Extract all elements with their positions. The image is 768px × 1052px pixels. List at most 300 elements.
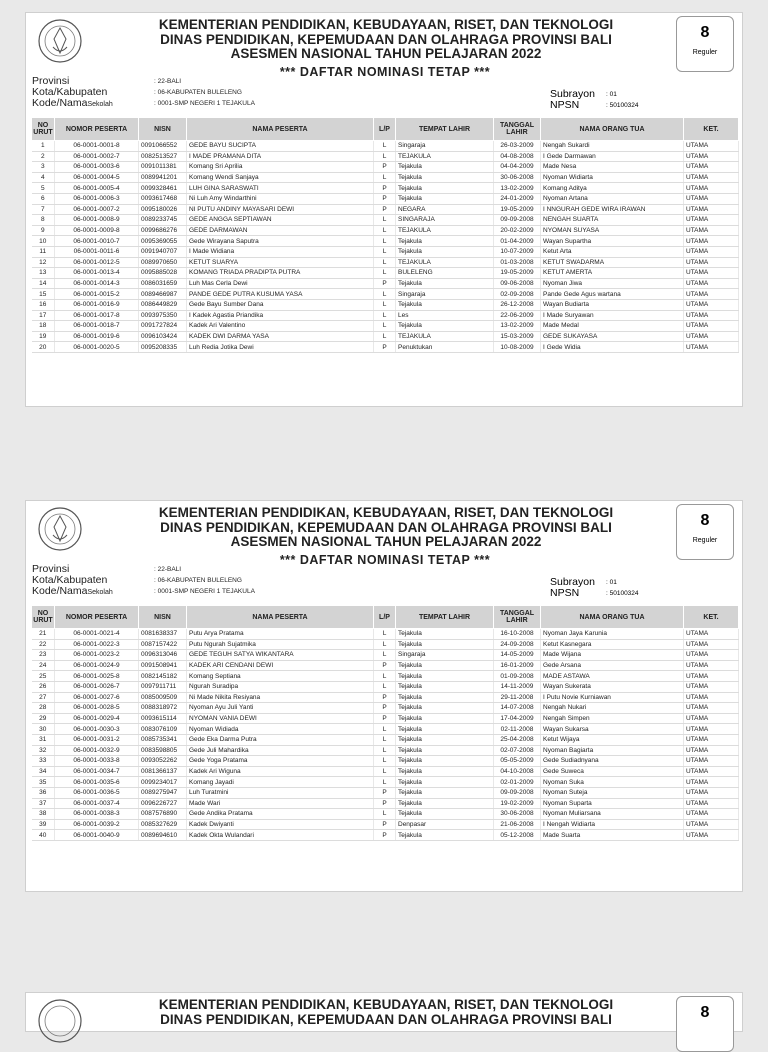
kota-label: Kota/Kabupaten (32, 574, 108, 586)
table-cell: 06-0001-0024-9 (55, 660, 139, 671)
table-cell: L (374, 724, 396, 735)
table-cell: 06-0001-0025-8 (55, 671, 139, 682)
table-cell: 14-11-2009 (494, 681, 541, 692)
table-cell: P (374, 193, 396, 204)
table-cell: KADEK DWI DARMA YASA (187, 331, 374, 342)
table-cell: UTAMA (684, 183, 739, 194)
table-cell: Denpasar (396, 819, 494, 830)
table-cell: 02-07-2008 (494, 745, 541, 756)
table-cell: UTAMA (684, 172, 739, 183)
table-cell: KADEK ARI CENDANI DEWI (187, 660, 374, 671)
table-cell: UTAMA (684, 766, 739, 777)
table-cell: Made Suarta (541, 830, 684, 841)
table-cell: Gede Arsana (541, 660, 684, 671)
table-cell: Nyoman Widiada (187, 724, 374, 735)
table-cell: 2 (32, 151, 55, 162)
table-cell: 39 (32, 819, 55, 830)
table-cell: 06-0001-0029-4 (55, 713, 139, 724)
table-cell: UTAMA (684, 745, 739, 756)
table-cell: 11 (32, 246, 55, 257)
room-badge (676, 996, 734, 1052)
table-row (32, 193, 739, 204)
table-cell: BULELENG (396, 268, 494, 279)
table-cell: Komang Aditya (541, 183, 684, 194)
table-cell: 06-0001-0039-2 (55, 819, 139, 830)
table-cell: Tejakula (396, 692, 494, 703)
table-cell: Gede Bayu Sumber Dana (187, 299, 374, 310)
table-cell: Gede Suweca (541, 766, 684, 777)
table-cell: UTAMA (684, 257, 739, 268)
table-row (32, 331, 739, 342)
table-header-row (32, 606, 739, 629)
table-cell: Gede Andika Pratama (187, 809, 374, 820)
header-ministry: KEMENTERIAN PENDIDIKAN, KEBUDAYAAN, RISET, DAN TEKNOLOGI (158, 997, 614, 1012)
table-cell: Nengah Sukardi (541, 141, 684, 152)
table-cell: Kadek Dwiyanti (187, 819, 374, 830)
table-cell: 0089970650 (139, 257, 187, 268)
npsn-label: NPSN (550, 99, 580, 111)
table-cell: Made Medal (541, 321, 684, 332)
table-cell: 0082513527 (139, 151, 187, 162)
table-cell: L (374, 215, 396, 226)
table-cell: Nengah Nukari (541, 703, 684, 714)
kota-value: : 06-KABUPATEN BULELENG (154, 577, 242, 584)
table-cell: 19-02-2009 (494, 798, 541, 809)
table-cell: UTAMA (684, 809, 739, 820)
col-ket: KET. (684, 118, 739, 141)
table-cell: 1 (32, 141, 55, 152)
tut-wuri-handayani-logo-icon (36, 505, 84, 553)
table-cell: Gede Eka Darma Putra (187, 734, 374, 745)
table-cell: Made Nesa (541, 162, 684, 173)
npsn-label: NPSN (550, 587, 580, 599)
table-cell: Wayan Budiarta (541, 299, 684, 310)
provinsi-label: Provinsi (32, 75, 70, 87)
table-cell: 20 (32, 342, 55, 353)
table-row (32, 289, 739, 300)
tut-wuri-handayani-logo-icon (36, 17, 84, 65)
table-cell: 10 (32, 236, 55, 247)
table-row (32, 172, 739, 183)
table-cell: L (374, 745, 396, 756)
nominee-table-2 (31, 605, 739, 841)
table-cell: GEDE BAYU SUCIPTA (187, 141, 374, 152)
table-cell: L (374, 331, 396, 342)
table-cell: 0091011381 (139, 162, 187, 173)
table-cell: UTAMA (684, 703, 739, 714)
header-dinas: DINAS PENDIDIKAN, KEPEMUDAAN DAN OLAHRAGA PROVINSI BALI (160, 520, 612, 535)
table-cell: L (374, 671, 396, 682)
table-cell: 18 (32, 321, 55, 332)
table-cell: GEDE DARMAWAN (187, 225, 374, 236)
table-cell: 0095369055 (139, 236, 187, 247)
table-cell: 3 (32, 162, 55, 173)
table-cell: L (374, 681, 396, 692)
table-cell: 01-09-2008 (494, 671, 541, 682)
table-cell: L (374, 310, 396, 321)
tut-wuri-handayani-logo-icon (36, 997, 84, 1045)
table-cell: Komang Septiana (187, 671, 374, 682)
table-cell: 32 (32, 745, 55, 756)
table-cell: I MADE PRAMANA DITA (187, 151, 374, 162)
table-cell: 22-06-2009 (494, 310, 541, 321)
table-cell: L (374, 289, 396, 300)
table-cell: 0093975350 (139, 310, 187, 321)
table-cell: P (374, 278, 396, 289)
table-cell: 06-0001-0035-6 (55, 777, 139, 788)
table-cell: TEJAKULA (396, 331, 494, 342)
table-cell: L (374, 629, 396, 640)
table-cell: 10-08-2009 (494, 342, 541, 353)
col-tempat-lahir: TEMPAT LAHIR (396, 118, 494, 141)
school-meta (32, 564, 255, 598)
table-cell: 37 (32, 798, 55, 809)
table-cell: 0091066552 (139, 141, 187, 152)
table-cell: Nyoman Jaya Karunia (541, 629, 684, 640)
list-title: *** DAFTAR NOMINASI TETAP *** (279, 65, 491, 79)
table-cell: Tejakula (396, 172, 494, 183)
table-cell: 0083076109 (139, 724, 187, 735)
table-row (32, 734, 739, 745)
table-header-row (32, 118, 739, 141)
table-cell: TEJAKULA (396, 225, 494, 236)
table-cell: L (374, 639, 396, 650)
table-cell: 06-0001-0037-4 (55, 798, 139, 809)
table-cell: Tejakula (396, 766, 494, 777)
table-row (32, 692, 739, 703)
table-cell: 0096313046 (139, 650, 187, 661)
table-cell: 0091940707 (139, 246, 187, 257)
table-cell: 30-06-2008 (494, 172, 541, 183)
table-cell: UTAMA (684, 215, 739, 226)
table-cell: UTAMA (684, 629, 739, 640)
table-cell: 24-01-2009 (494, 193, 541, 204)
table-cell: L (374, 809, 396, 820)
col-no-urut: NO URUT (32, 118, 55, 141)
table-cell: 0085009509 (139, 692, 187, 703)
table-cell: 0099328461 (139, 183, 187, 194)
table-cell: 0096103424 (139, 331, 187, 342)
table-cell: Made Wari (187, 798, 374, 809)
table-cell: 29-11-2008 (494, 692, 541, 703)
table-cell: 06-0001-0015-2 (55, 289, 139, 300)
table-cell: L (374, 151, 396, 162)
table-cell: Putu Arya Pratama (187, 629, 374, 640)
table-cell: 0095885028 (139, 268, 187, 279)
kode-label: Kode/Nama (32, 585, 88, 597)
table-cell: 8 (32, 215, 55, 226)
col-nisn: NISN (139, 606, 187, 629)
table-cell: P (374, 713, 396, 724)
table-cell: 0086449829 (139, 299, 187, 310)
table-cell: 21 (32, 629, 55, 640)
table-cell: 0089233745 (139, 215, 187, 226)
table-cell: 06-0001-0030-3 (55, 724, 139, 735)
table-cell: 36 (32, 787, 55, 798)
table-cell: 25 (32, 671, 55, 682)
col-nama-peserta: NAMA PESERTA (187, 606, 374, 629)
table-cell: UTAMA (684, 225, 739, 236)
table-cell: Made Wijana (541, 650, 684, 661)
rayon-meta (550, 89, 639, 111)
table-cell: I Kadek Agastia Priandika (187, 310, 374, 321)
table-cell: UTAMA (684, 310, 739, 321)
table-cell: 06-0001-0032-9 (55, 745, 139, 756)
table-cell: Nyoman Jiwa (541, 278, 684, 289)
table-cell: L (374, 225, 396, 236)
col-nomor-peserta: NOMOR PESERTA (55, 118, 139, 141)
kota-label: Kota/Kabupaten (32, 86, 108, 98)
table-cell: 0089466987 (139, 289, 187, 300)
subrayon-label: Subrayon (550, 88, 595, 100)
table-cell: Nyoman Artana (541, 193, 684, 204)
header-asesmen (156, 46, 616, 61)
table-cell: I Putu Novie Kurniawan (541, 692, 684, 703)
table-cell: P (374, 703, 396, 714)
table-cell: NENGAH SUARTA (541, 215, 684, 226)
table-cell: L (374, 756, 396, 767)
table-cell: 06-0001-0034-7 (55, 766, 139, 777)
table-cell: 06-0001-0022-3 (55, 639, 139, 650)
table-row (32, 225, 739, 236)
table-row (32, 830, 739, 841)
table-cell: Tejakula (396, 236, 494, 247)
table-cell: Nyoman Widiarta (541, 172, 684, 183)
table-cell: L (374, 141, 396, 152)
table-cell: UTAMA (684, 650, 739, 661)
page-3 (25, 992, 743, 1032)
table-cell: 02-09-2008 (494, 289, 541, 300)
table-row (32, 756, 739, 767)
room-badge (676, 16, 734, 72)
table-cell: 04-10-2008 (494, 766, 541, 777)
table-cell: 0085735341 (139, 734, 187, 745)
table-cell: UTAMA (684, 204, 739, 215)
table-cell: I Nengah Widiarta (541, 819, 684, 830)
table-cell: 06-0001-0040-9 (55, 830, 139, 841)
kode-sub: Sekolah (87, 589, 113, 596)
table-cell: SINGARAJA (396, 215, 494, 226)
table-cell: 06-0001-0028-5 (55, 703, 139, 714)
table-cell: Tejakula (396, 278, 494, 289)
table-cell: 05-12-2008 (494, 830, 541, 841)
table-row (32, 681, 739, 692)
table-cell: 01-03-2008 (494, 257, 541, 268)
table-row (32, 183, 739, 194)
table-cell: 04-04-2009 (494, 162, 541, 173)
table-cell: 06-0001-0027-6 (55, 692, 139, 703)
col-nomor-peserta: NOMOR PESERTA (55, 606, 139, 629)
kode-label: Kode/Nama (32, 97, 88, 109)
table-cell: 06-0001-0006-3 (55, 193, 139, 204)
table-cell: UTAMA (684, 246, 739, 257)
table-cell: Komang Jayadi (187, 777, 374, 788)
table-cell: Komang Sri Aprilia (187, 162, 374, 173)
table-cell: Tejakula (396, 787, 494, 798)
table-cell: 06-0001-0021-4 (55, 629, 139, 640)
table-cell: UTAMA (684, 342, 739, 353)
table-cell: 40 (32, 830, 55, 841)
table-row (32, 777, 739, 788)
table-cell: NI PUTU ANDINY MAYASARI DEWI (187, 204, 374, 215)
table-cell: P (374, 692, 396, 703)
table-row (32, 246, 739, 257)
table-cell: 16-01-2009 (494, 660, 541, 671)
table-cell: 06-0001-0007-2 (55, 204, 139, 215)
table-cell: Tejakula (396, 809, 494, 820)
table-cell: Tejakula (396, 724, 494, 735)
table-cell: Nyoman Suka (541, 777, 684, 788)
header-ministry: KEMENTERIAN PENDIDIKAN, KEBUDAYAAN, RISET, DAN TEKNOLOGI (158, 17, 614, 32)
table-cell: 06-0001-0002-7 (55, 151, 139, 162)
table-cell: 33 (32, 756, 55, 767)
table-cell: 0099686276 (139, 225, 187, 236)
table-cell: Ketut Arta (541, 246, 684, 257)
table-cell: 34 (32, 766, 55, 777)
table-cell: Tejakula (396, 639, 494, 650)
table-cell: 24 (32, 660, 55, 671)
header-year: 2022 (511, 534, 542, 549)
table-cell: L (374, 246, 396, 257)
provinsi-label: Provinsi (32, 563, 70, 575)
table-row (32, 321, 739, 332)
table-cell: 4 (32, 172, 55, 183)
col-no-urut: NO URUT (32, 606, 55, 629)
table-cell: UTAMA (684, 278, 739, 289)
table-cell: UTAMA (684, 830, 739, 841)
table-cell: 0085327629 (139, 819, 187, 830)
list-title: *** DAFTAR NOMINASI TETAP *** (279, 553, 491, 567)
table-cell: KOMANG TRIADA PRADIPTA PUTRA (187, 268, 374, 279)
table-row (32, 819, 739, 830)
table-cell: 06-0001-0003-6 (55, 162, 139, 173)
table-cell: Kadek Okta Wulandari (187, 830, 374, 841)
table-cell: Nyoman Muliarsana (541, 809, 684, 820)
col-nisn: NISN (139, 118, 187, 141)
table-cell: 14-07-2008 (494, 703, 541, 714)
table-cell: Tejakula (396, 246, 494, 257)
table-cell: UTAMA (684, 660, 739, 671)
table-cell: Ni Luh Amy Windarthini (187, 193, 374, 204)
header-ministry: KEMENTERIAN PENDIDIKAN, KEBUDAYAAN, RISET, DAN TEKNOLOGI (158, 505, 614, 520)
provinsi-value: : 22-BALI (154, 566, 182, 573)
table-cell: UTAMA (684, 289, 739, 300)
table-cell: 19-05-2009 (494, 204, 541, 215)
table-cell: 6 (32, 193, 55, 204)
table-row (32, 162, 739, 173)
table-cell: Tejakula (396, 193, 494, 204)
subrayon-value: : 01 (606, 579, 617, 586)
table-cell: 0087576890 (139, 809, 187, 820)
table-cell: Nyoman Ayu Juli Yanti (187, 703, 374, 714)
table-cell: 29 (32, 713, 55, 724)
col-lp: L/P (374, 118, 396, 141)
table-cell: 0089941201 (139, 172, 187, 183)
table-cell: 30-06-2008 (494, 809, 541, 820)
table-cell: 02-11-2008 (494, 724, 541, 735)
table-cell: UTAMA (684, 331, 739, 342)
table-cell: Luh Turatmini (187, 787, 374, 798)
table-cell: Nyoman Bagiarta (541, 745, 684, 756)
table-cell: Wayan Supartha (541, 236, 684, 247)
table-cell: 06-0001-0016-9 (55, 299, 139, 310)
table-cell: Gede Wirayana Saputra (187, 236, 374, 247)
badge-number: 8 (700, 24, 710, 41)
col-lp: L/P (374, 606, 396, 629)
table-cell: 06-0001-0008-9 (55, 215, 139, 226)
table-cell: L (374, 268, 396, 279)
table-row (32, 809, 739, 820)
table-cell: 16 (32, 299, 55, 310)
table-cell: L (374, 766, 396, 777)
table-cell: Gede Juli Mahardika (187, 745, 374, 756)
table-cell: L (374, 777, 396, 788)
table-cell: Ketut Wijaya (541, 734, 684, 745)
table-cell: UTAMA (684, 141, 739, 152)
header-dinas: DINAS PENDIDIKAN, KEPEMUDAAN DAN OLAHRAGA PROVINSI BALI (160, 32, 612, 47)
page-1 (25, 12, 743, 407)
table-cell: 06-0001-0005-4 (55, 183, 139, 194)
table-cell: Tejakula (396, 629, 494, 640)
table-row (32, 671, 739, 682)
table-cell: 7 (32, 204, 55, 215)
table-cell: 30 (32, 724, 55, 735)
table-cell: P (374, 204, 396, 215)
table-cell: 10-07-2009 (494, 246, 541, 257)
table-cell: 06-0001-0014-3 (55, 278, 139, 289)
table-cell: 06-0001-0020-5 (55, 342, 139, 353)
table-cell: Penuktukan (396, 342, 494, 353)
table-cell: LUH GINA SARASWATI (187, 183, 374, 194)
table-cell: Tejakula (396, 660, 494, 671)
table-cell: MADE ASTAWA (541, 671, 684, 682)
table-cell: 06-0001-0038-3 (55, 809, 139, 820)
kode-value: : 0001-SMP NEGERI 1 TEJAKULA (154, 100, 255, 107)
table-cell: 0081638337 (139, 629, 187, 640)
table-row (32, 342, 739, 353)
table-cell: 06-0001-0001-8 (55, 141, 139, 152)
table-cell: 26-12-2008 (494, 299, 541, 310)
table-cell: UTAMA (684, 756, 739, 767)
badge-type: Reguler (692, 537, 718, 544)
table-cell: 27 (32, 692, 55, 703)
table-cell: 19 (32, 331, 55, 342)
table-cell: GEDE SUKAYASA (541, 331, 684, 342)
table-cell: 06-0001-0009-8 (55, 225, 139, 236)
table-cell: Tejakula (396, 798, 494, 809)
table-cell: UTAMA (684, 787, 739, 798)
table-cell: 21-06-2008 (494, 819, 541, 830)
table-cell: 16-10-2008 (494, 629, 541, 640)
table-cell: L (374, 734, 396, 745)
table-cell: 01-04-2009 (494, 236, 541, 247)
table-cell: Ngurah Suradipa (187, 681, 374, 692)
table-cell: Wayan Sukerata (541, 681, 684, 692)
table-cell: UTAMA (684, 724, 739, 735)
table-cell: 26-03-2009 (494, 141, 541, 152)
npsn-value: : 50100324 (606, 102, 639, 109)
table-cell: 0096226727 (139, 798, 187, 809)
table-cell: NYOMAN SUYASA (541, 225, 684, 236)
table-cell: 09-06-2008 (494, 278, 541, 289)
table-cell: UTAMA (684, 798, 739, 809)
table-cell: 0093052262 (139, 756, 187, 767)
table-cell: UTAMA (684, 162, 739, 173)
table-cell: Tejakula (396, 713, 494, 724)
badge-type: Reguler (692, 49, 718, 56)
header-asesmen-text: ASESMEN NASIONAL TAHUN PELAJARAN (230, 46, 508, 61)
table-cell: Gede Sudiadnyana (541, 756, 684, 767)
